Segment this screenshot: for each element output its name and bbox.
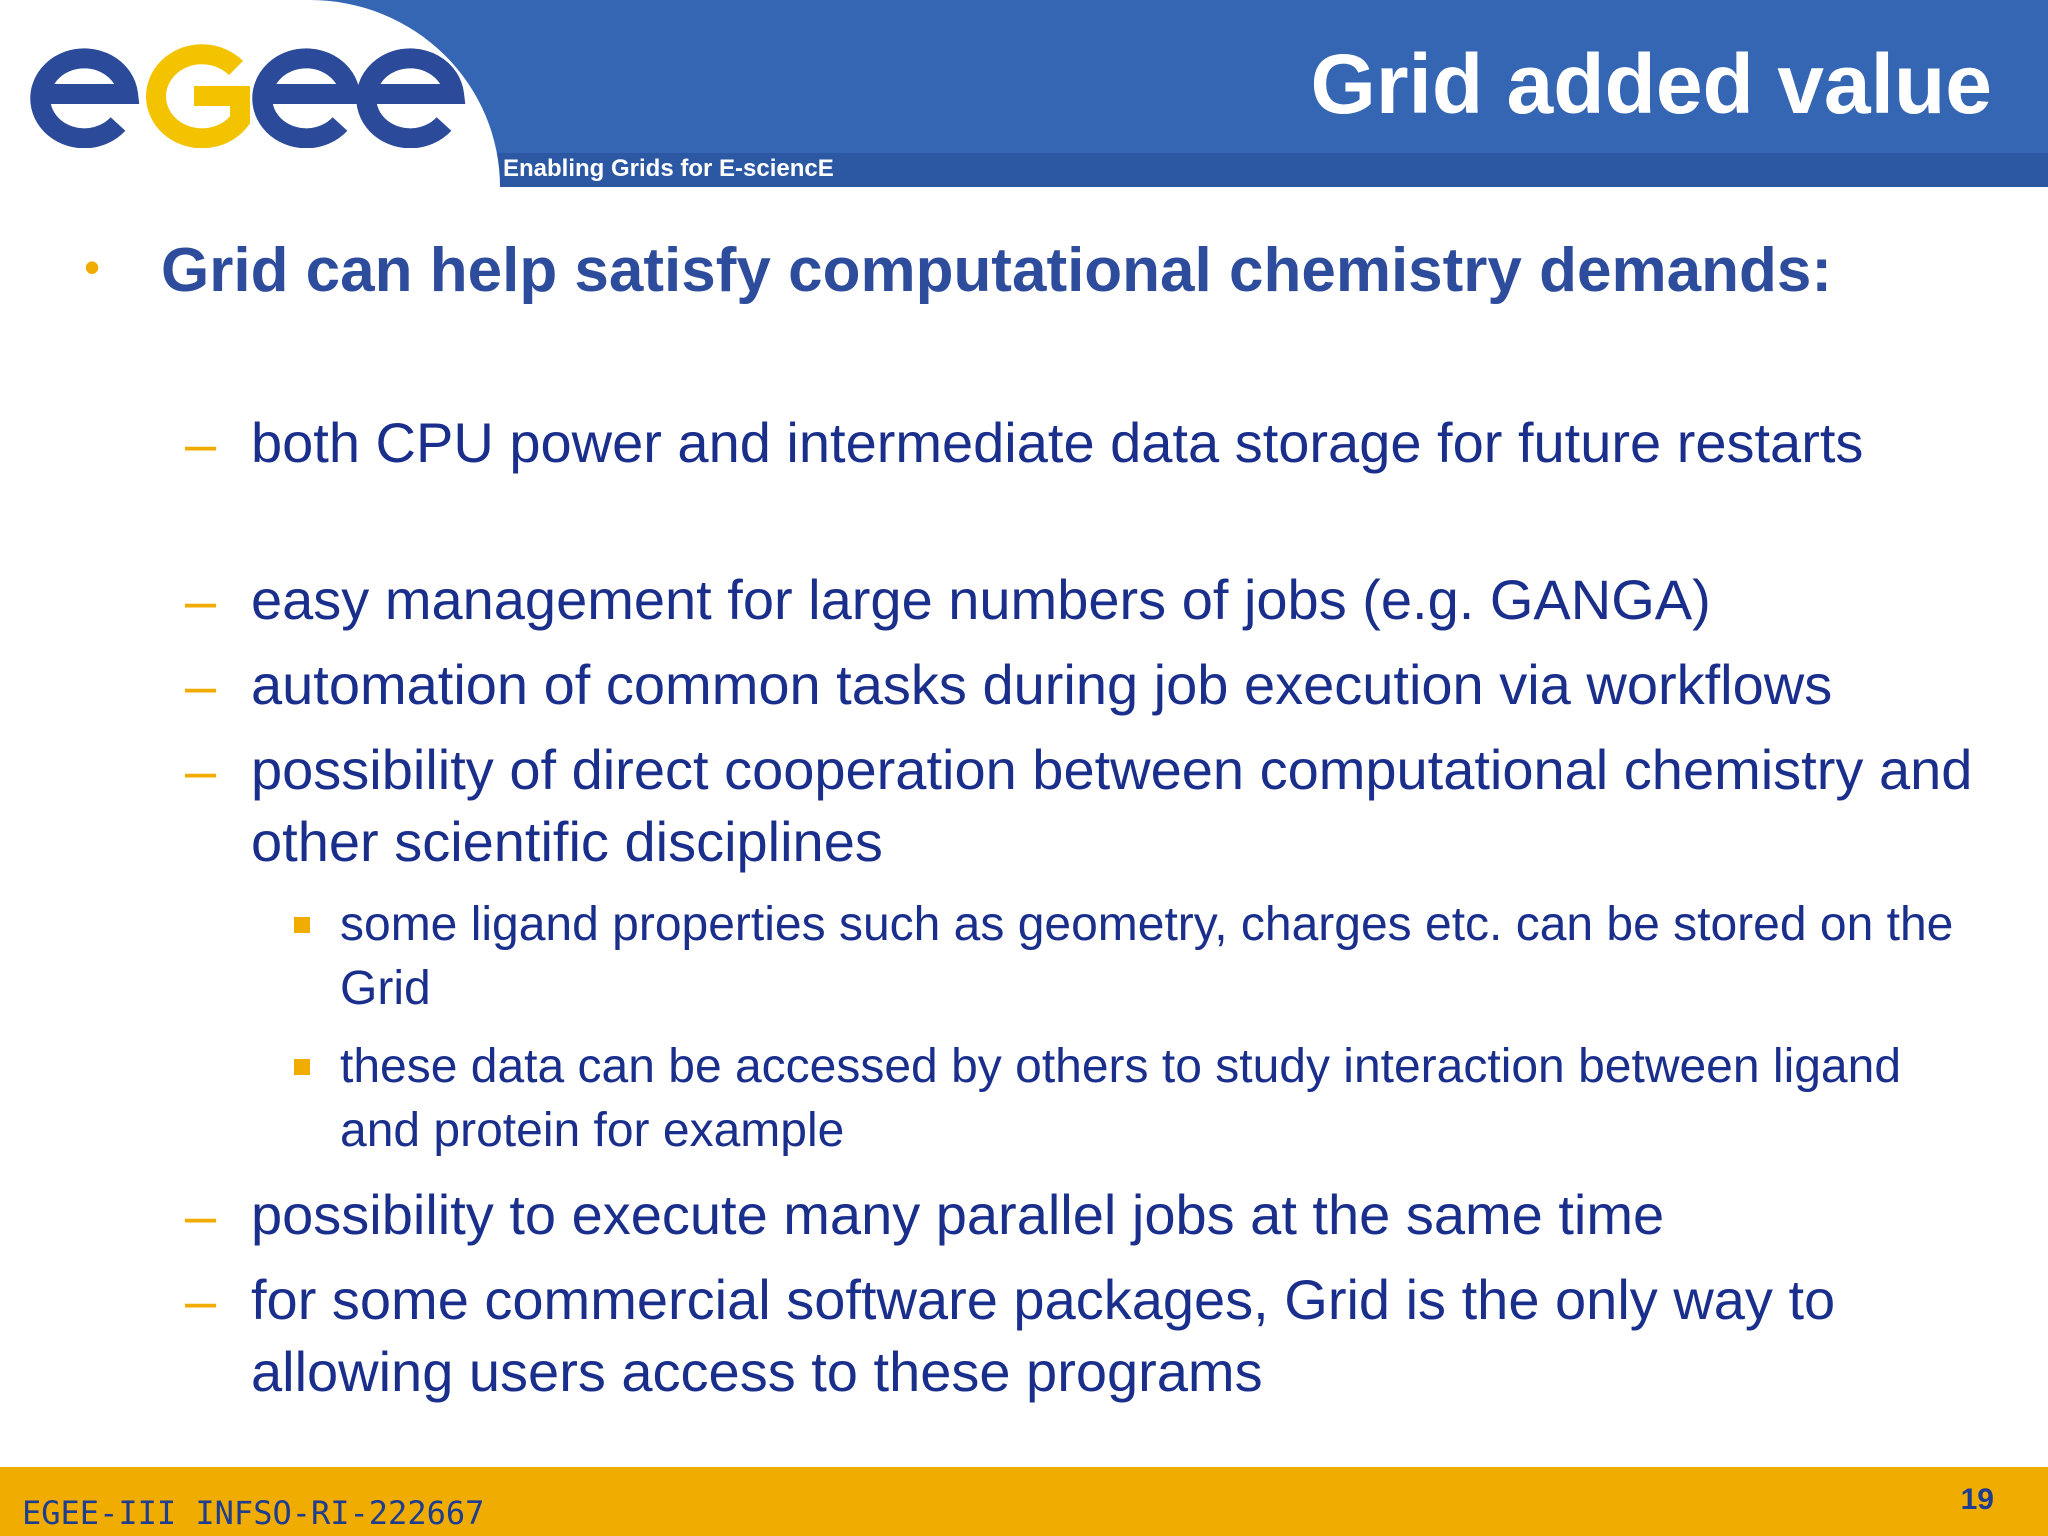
- egee-logo: [28, 38, 468, 148]
- sub-item: easy management for large numbers of jobs (e.g. GANGA): [251, 568, 1711, 631]
- nested-item: some ligand properties such as geometry, charges etc. can be stored on the Grid: [340, 898, 1954, 1015]
- square-bullet-icon: [294, 917, 310, 933]
- tagline: Enabling Grids for E-sciencE: [503, 155, 834, 182]
- sub-item: for some commercial software packages, Grid is the only way to allowing users access to these programs: [251, 1268, 1836, 1403]
- dash-marker: –: [185, 1269, 217, 1332]
- square-bullet-icon: [294, 1059, 310, 1075]
- logo-letter-e2: [262, 58, 350, 138]
- main-bullet-text: Grid can help satisfy computational chemistry demands:: [161, 236, 1832, 305]
- page-number: 19: [1960, 1483, 1994, 1516]
- nested-item: these data can be accessed by others to study interaction between ligand and protein for example: [340, 1040, 1902, 1157]
- sub-item: automation of common tasks during job execution via workflows: [251, 653, 1833, 716]
- dash-marker: –: [185, 569, 217, 632]
- main-bullet-marker: •: [84, 241, 101, 293]
- sub-item: both CPU power and intermediate data storage for future restarts: [251, 411, 1864, 474]
- logo-letter-e1: [40, 58, 128, 138]
- logo-letter-g: [156, 54, 240, 138]
- sub-item: possibility of direct cooperation between computational chemistry and other scientific disciplines: [251, 738, 1973, 873]
- slide-title: Grid added value: [1310, 37, 1992, 131]
- dash-marker: –: [185, 1184, 217, 1247]
- logo-letter-e3: [366, 58, 454, 138]
- footer-project-id: EGEE-III INFSO-RI-222667: [22, 1494, 485, 1532]
- dash-marker: –: [185, 654, 217, 717]
- dash-marker: –: [185, 412, 217, 475]
- sub-item: possibility to execute many parallel jobs at the same time: [251, 1183, 1665, 1246]
- dash-marker: –: [185, 739, 217, 802]
